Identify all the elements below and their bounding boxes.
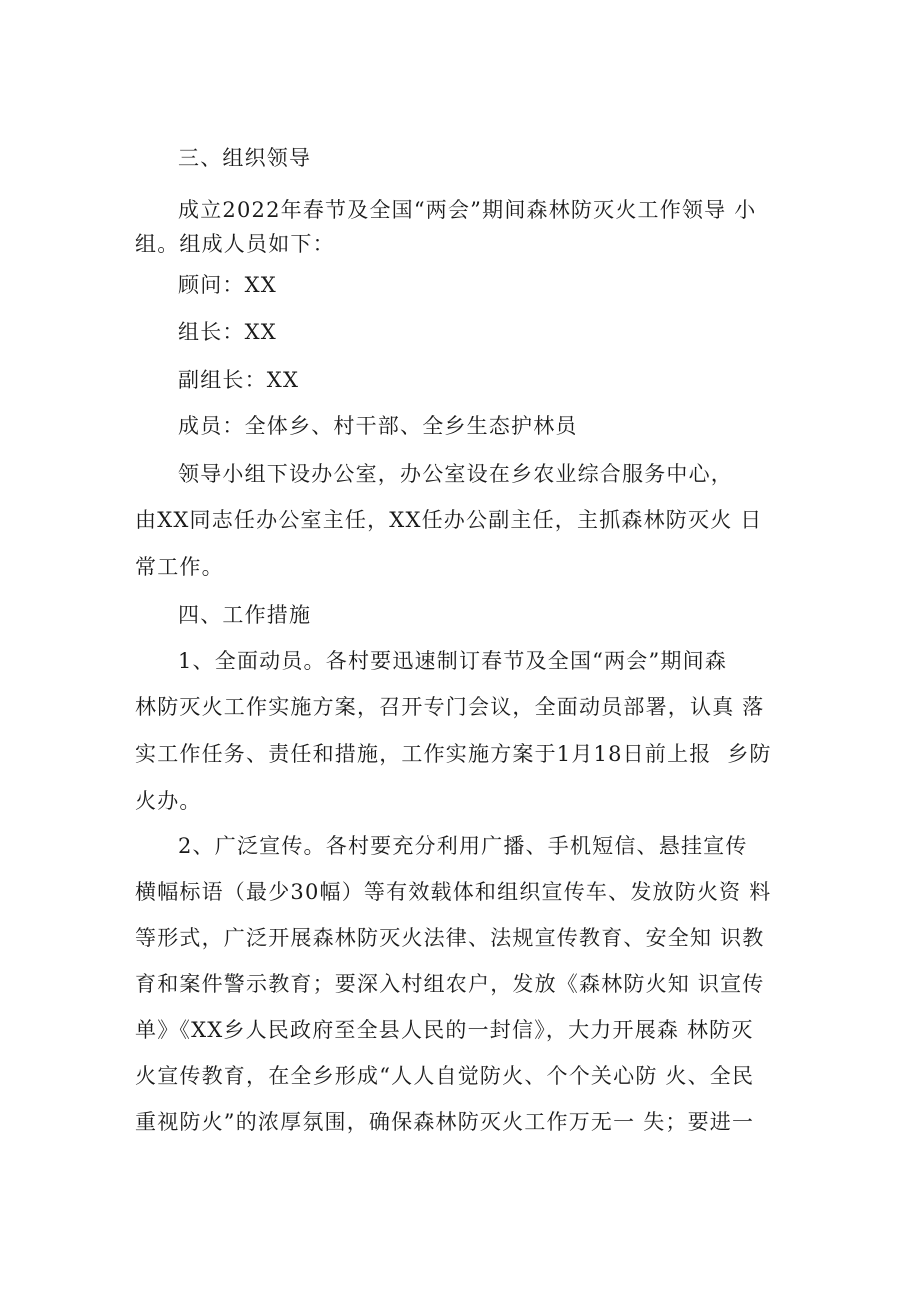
paragraph-line: 火宣传教育，在全乡形成“人人自觉防火、个个关心防 火、全民 [135,1064,755,1088]
paragraph-line: 林防灭火工作实施方案，召开专门会议，全面动员部署，认真 落 [135,695,765,719]
paragraph-line: 火办。 [135,789,202,813]
paragraph-line: 等形式，广泛开展森林防灭火法律、法规宣传教育、安全知 识教 [135,926,765,950]
paragraph-line: 由XX同志任办公室主任，XX任办公副主任，主抓森林防灭火 日 [135,508,763,532]
paragraph-line: 常工作。 [135,555,224,579]
heading-section-4: 四、工作措施 [178,603,312,627]
member-advisor: 顾问：XX [178,273,277,297]
paragraph-line: 重视防火”的浓厚氛围，确保森林防灭火工作万无一 失；要进一 [135,1110,755,1134]
paragraph-line: 领导小组下设办公室，办公室设在乡农业综合服务中心， [178,462,733,486]
member-leader: 组长：XX [178,320,277,344]
paragraph-line: 单》《XX乡人民政府至全县人民的一封信》，大力开展森 林防灭 [135,1018,754,1042]
heading-section-3: 三、组织领导 [178,146,312,170]
paragraph-line: 组。组成人员如下： [135,232,335,256]
member-list: 成员：全体乡、村干部、全乡生态护林员 [178,414,578,438]
paragraph-line: 横幅标语（最少30幅）等有效载体和组织宣传车、发放防火资 料 [135,880,772,904]
member-deputy-leader: 副组长：XX [178,368,300,392]
paragraph-line: 1、全面动员。各村要迅速制订春节及全国“两会”期间森 [178,649,728,673]
paragraph-line: 2、广泛宣传。各村要充分利用广播、手机短信、悬挂宣传 [178,834,748,858]
paragraph-line: 育和案件警示教育；要深入村组农户，发放《森林防火知 识宣传 [135,972,765,996]
paragraph-line: 成立2022年春节及全国“两会”期间森林防灭火工作领导 小 [178,198,757,222]
paragraph-line: 实工作任务、责任和措施，工作实施方案于1月18日前上报 乡防 [135,742,772,766]
